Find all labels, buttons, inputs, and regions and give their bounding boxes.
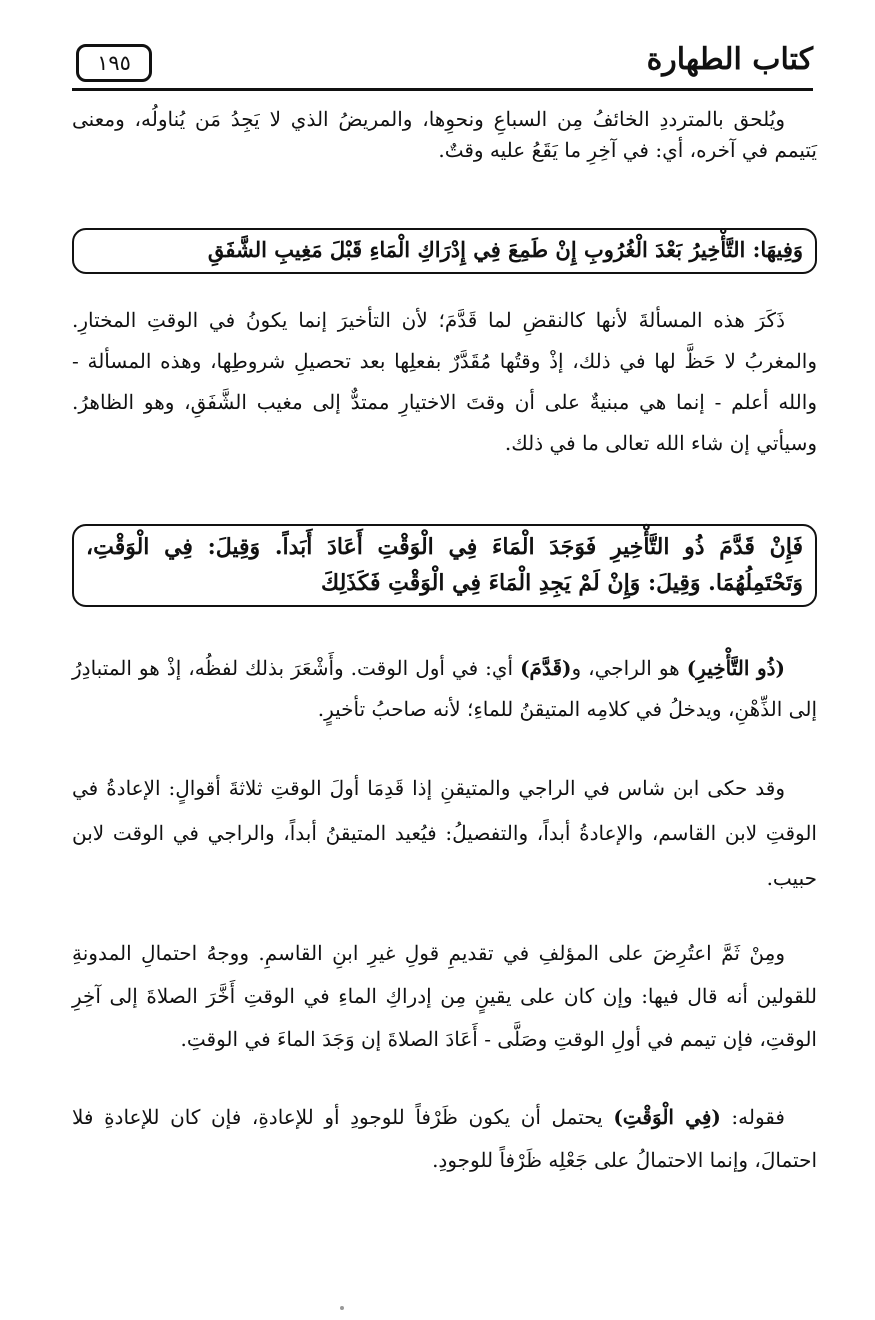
term-qaddama: (قَدَّمَ) [520, 656, 572, 680]
paragraph-1: ويُلحق بالمترددِ الخائفُ مِن السباعِ ونحوِها، والمريضُ الذي لا يَجِدُ مَن يُناولُه، ومعنى يَتيمم في آخره، أي: في آخِرِ ما يَقَعُ عليه وقتٌ. [72, 107, 817, 162]
scan-speck [340, 1306, 344, 1310]
paragraph-6-rest: يحتمل أن يكون ظَرْفاً للوجودِ أو للإعادةِ، فإن كان للإعادةِ فلا احتمالَ، وإنما الاحتمالُ على جَعْلِه ظَرْفاً للوجودِ. [72, 1105, 817, 1172]
page-body [72, 96, 817, 1260]
book-title: كتاب الطهارة [646, 42, 813, 77]
paragraph-4-block [72, 766, 817, 901]
paragraph-6 [72, 1096, 817, 1182]
paragraph-3-mid: هو الراجي، و [571, 656, 687, 680]
matn-box-1: وَفِيهَا: التَّأْخِيرُ بَعْدَ الْغُرُوبِ إِنْ طَمِعَ فِي إِدْرَاكِ الْمَاءِ قَبْلَ مَغِيبِ الشَّفَقِ [72, 228, 817, 274]
paragraph-3-block [72, 648, 817, 730]
paragraph-6-lead: فقوله: [720, 1105, 785, 1129]
paragraph-3-rest: أي: في أول الوقت. وأَشْعَرَ بذلك لفظُه، إذْ هو المتبادِرُ إلى الذِّهْنِ، ويدخلُ في كلامِه المتيقنُ للماءِ؛ لأنه صاحبُ تأخيرٍ. [72, 656, 817, 721]
matn-1-block [72, 228, 817, 274]
term-fi-al-waqt: (فِي الْوَقْتِ) [613, 1105, 721, 1129]
page-header [72, 34, 813, 92]
paragraph-3 [72, 648, 817, 730]
paragraph-5-block [72, 932, 817, 1061]
paragraph-6-block [72, 1096, 817, 1182]
term-dhu-al-takhir: (ذُو التَّأْخِيرِ) [686, 656, 785, 680]
paragraph-2-block [72, 300, 817, 464]
paragraph-4: وقد حكى ابن شاس في الراجي والمتيقنِ إذا قَدِمَا أولَ الوقتِ ثلاثةَ أقوالٍ: الإعادةُ في الوقتِ لابن القاسم، والإعادةُ أبداً، والتفصيلُ: فيُعيد المتيقنُ أبداً، والراجي في الوقت لابن حبيب. [72, 776, 817, 890]
page-number: ١٩٥ [76, 44, 152, 82]
matn-2-block [72, 524, 817, 607]
paragraph-5: ومِنْ ثَمَّ اعتُرِضَ على المؤلفِ في تقديمِ قولِ غيرِ ابنِ القاسمِ. ووجهُ احتمالِ المدونةِ للقولين أنه قال فيها: وإن كان على يقينٍ مِن إدراكِ الماءِ في الوقتِ أَخَّرَ الصلاةَ إلى آخِرِ الوقتِ، فإن تيمم في أولِ الوقتِ وصَلَّى - أَعَادَ الصلاةَ إن وَجَدَ الماءَ في الوقتِ. [72, 941, 817, 1051]
matn-box-2: فَإِنْ قَدَّمَ ذُو التَّأْخِيرِ فَوَجَدَ الْمَاءَ فِي الْوَقْتِ أَعَادَ أَبَداً. وَقِيلَ: فِي الْوَقْتِ، وَتَحْتَمِلُهُمَا. وَقِيلَ: وَإِنْ لَمْ يَجِدِ الْمَاءَ فِي الْوَقْتِ فَكَذَلِكَ [72, 524, 817, 607]
paragraph-1-block [72, 104, 817, 166]
header-rule [72, 88, 813, 91]
paragraph-2: ذَكَرَ هذه المسألةَ لأنها كالنقضِ لما قَدَّمَ؛ لأن التأخيرَ إنما يكونُ في الوقتِ المختارِ. والمغربُ لا حَظَّ لها في ذلك، إذْ وقتُها مُقَدَّرٌ بفعلِها بعد تحصيلِ شروطِها، وهذه المسألة - والله أعلم - إنما هي مبنيةٌ على أن وقتَ الاختيارِ ممتدٌّ إلى مغيب الشَّفَقِ، وهو الظاهرُ. وسيأتي إن شاء الله تعالى ما في ذلك. [72, 308, 817, 455]
